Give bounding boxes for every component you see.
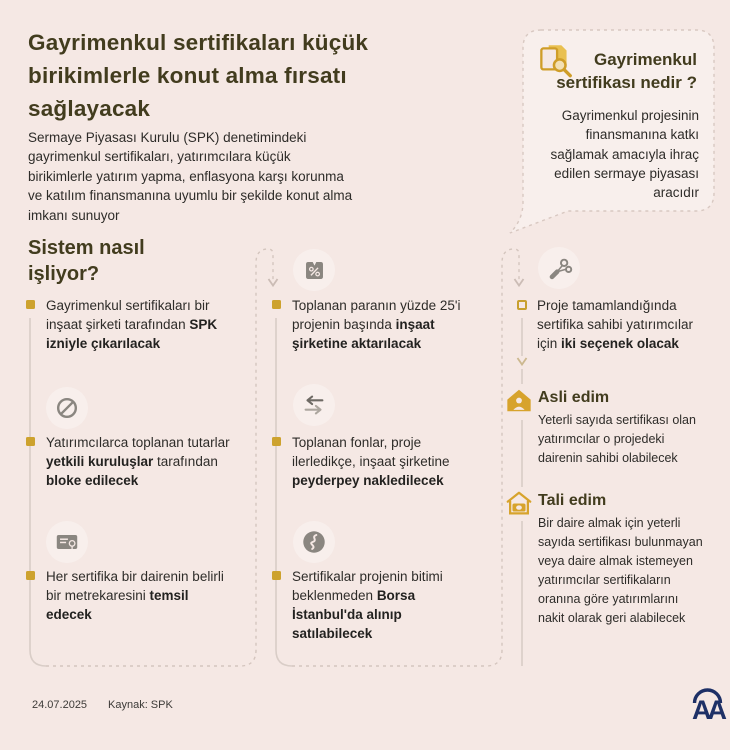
bullet-square [272, 437, 281, 446]
option-body: Bir daire almak için yeterli sayıda sertifikası bulunmayan veya daire almak istemeyen yatırımcılar sertifikaların oranına göre yatırımlarını nakit olarak geri alabilecek [538, 516, 703, 625]
infographic-canvas: Gayrimenkul sertifikaları küçük birikimlerle konut alma fırsatı sağlayacak Sermaye Piyasası Kurulu (SPK) denetimindeki gayrimenkul sertifikaları, yatırımcılara küçük birikimlerle yatırım yapma, enflasyona karşı korunma ve katılım finansmanına uyumlu bir şekilde konut alma imkanı sunuyor Gayrimenkul sertifikası nedir ? Gayrimenkul projesinin finansmanına katkı sağlamak amacıyla ihraç edilen sermaye piyasası aracıdır Sistem nasıl işliyor? Gayrimenkul sertifikaları bir inşaat şirketi tarafından SPK izniyle çıkarılacak Yatırımcılarca toplanan tutarlar yetkili kuruluşlar tarafından bloke edilecek Her sertifika bir dairenin belirli bir metrekaresini temsil edecek Toplanan paranın yüzde 25'i projenin başında inşaat şirketine aktarılacak Toplanan fonlar, proje ilerledikçe, inşaat şirketine peyderpey nakledilecek Sertifikalar projenin bitimi beklenmeden Borsa İstanbul'da alınıp satılabilecek Proje tamamlandığında sertifika sahibi yatırımcılar için iki seçenek olacak Asli edim Yeterli sayıda sertifikası olan yatırımcılar o projedeki dairenin sahibi olabilecek Tali edim Bir daire almak için yeterli sayıda sertifikası bulunmayan veya daire almak istemeyen yatırımcılar sertifikaların oranına göre yatırımlarını nakit olarak geri alabilecek 24.07.2025 Kaynak: SPK AA [0, 0, 730, 750]
bullet-square-hollow [517, 300, 527, 310]
bullet-square [26, 571, 35, 580]
aa-agency-logo [686, 682, 728, 722]
down-arrow-icon [269, 279, 278, 286]
page-title: Gayrimenkul sertifikaları küçük birikimlerle konut alma fırsatı sağlayacak [28, 30, 369, 121]
intro-text: Sermaye Piyasası Kurulu (SPK) denetimindeki gayrimenkul sertifikaları, yatırımcılara küçük birikimlerle yatırım yapma, enflasyona karşı korunma ve katılım finansmanına uyumlu bir şekilde konut alma imkanı sunuyor [28, 130, 353, 223]
source-label: Kaynak: SPK [108, 699, 173, 711]
down-arrow-icon [515, 279, 524, 286]
transfer-arrows-icon [293, 384, 335, 426]
house-card-icon [505, 490, 533, 518]
percent-badge-icon [293, 249, 335, 291]
bullet-square [26, 300, 35, 309]
definition-card-body: Gayrimenkul projesinin finansmanına katkı sağlamak amacıyla ihraç edilen sermaye piyasası aracıdır [550, 108, 699, 201]
svg-text:AA: AA [692, 695, 723, 722]
option-body: Yeterli sayıda sertifikası olan yatırımcılar o projedeki dairenin sahibi olabilecek [538, 413, 696, 465]
date-label: 24.07.2025 [32, 699, 88, 711]
bullet-square [272, 300, 281, 309]
borsa-istanbul-icon [293, 521, 335, 563]
prohibition-icon [46, 387, 88, 429]
certificate-icon [46, 521, 88, 563]
house-person-icon [505, 387, 533, 415]
definition-card-title: Gayrimenkul sertifikası nedir ? [556, 50, 697, 92]
bullet-square [272, 571, 281, 580]
bullet-square [26, 437, 35, 446]
down-arrow-icon [518, 358, 527, 365]
branch-icon [538, 247, 580, 289]
option-title: Asli edim [538, 389, 610, 406]
section-heading: Sistem nasıl işliyor? [28, 237, 145, 285]
option-title: Tali edim [538, 492, 607, 509]
